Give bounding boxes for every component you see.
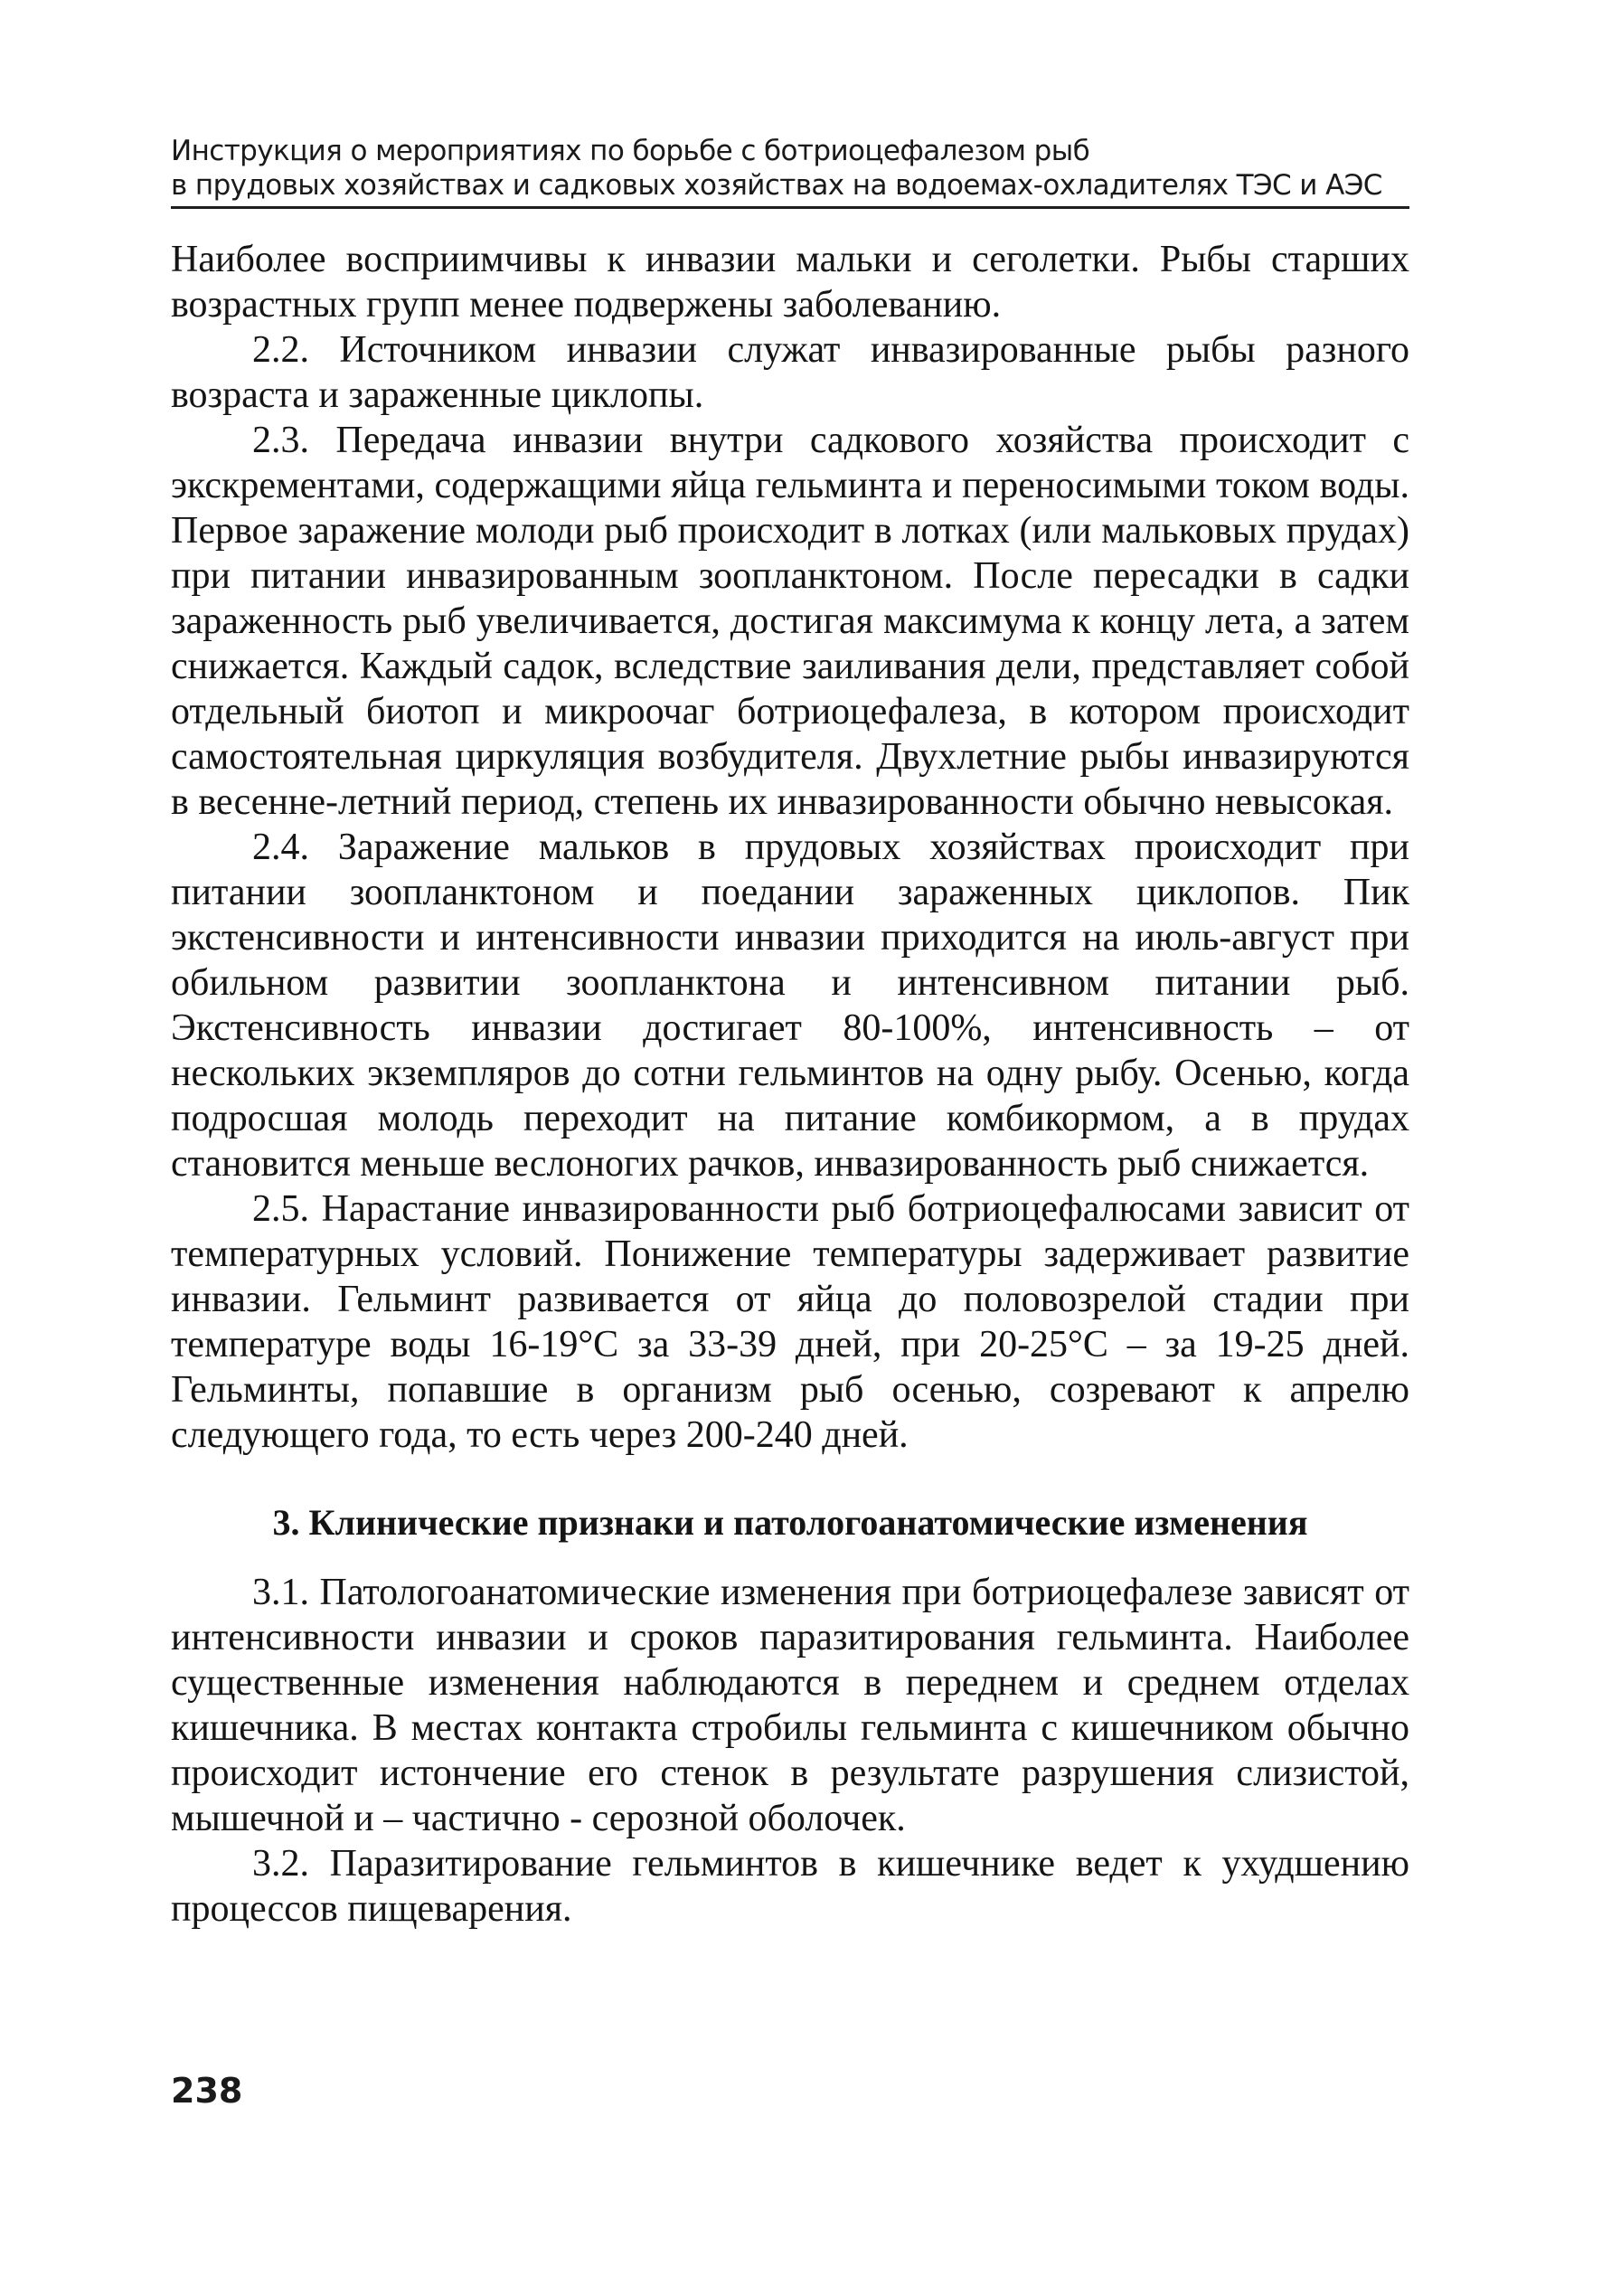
paragraph-2-4: 2.4. Заражение мальков в прудовых хозяйствах происходит при питании зоопланктоном и поедании зараженных циклопов. Пик экстенсивности и интенсивности инвазии приходится на июль-август при обильном развитии зоопланктона и интенсивном питании рыб. Экстенсивность инвазии достигает 80-100%, интенсивность – от нескольких экземпляров до сотни гельминтов на одну рыбу. Осенью, когда подросшая молодь переходит на питание комбикормом, а в прудах становится меньше веслоногих рачков, инвазированность рыб снижается. [171,827,1409,1185]
running-header-line-2: в прудовых хозяйствах и садковых хозяйствах на водоемах-охладителях ТЭС и АЭС [171,169,1382,202]
paragraph-3-2: 3.2. Паразитирование гельминтов в кишечнике ведет к ухудшению процессов пищеварения. [171,1843,1409,1930]
running-header-line-1: Инструкция о мероприятиях по борьбе с ботриоцефалезом рыб [171,135,1090,167]
paragraph-3-1: 3.1. Патологоанатомические изменения при ботриоцефалезе зависят от интенсивности инвазии и сроков паразитирования гельминта. Наиболее существенные изменения наблюдаются в переднем и среднем отделах кишечника. В местах контакта стробилы гельминта с кишечником обычно происходит истончение его стенок в результате разрушения слизистой, мышечной и – частично - серозной оболочек. [171,1572,1409,1839]
body-text [171,237,1409,1932]
paragraph-2-3: 2.3. Передача инвазии внутри садкового хозяйства происходит с экскрементами, содержащими яйца гельминта и переносимыми током воды. Первое заражение молоди рыб происходит в лотках (или мальковых прудах) при питании инвазированным зоопланктоном. После пересадки в садки зараженность рыб увеличивается, достигая максимума к концу лета, а затем снижается. Каждый садок, вследствие заиливания дели, представляет собой отдельный биотоп и микроочаг ботриоцефалеза, в котором происходит самостоятельная циркуляция возбудителя. Двухлетние рыбы инвазируются в весенне-летний период, степень их инвазированности обычно невысокая. [171,420,1409,823]
running-header [171,134,1409,209]
paragraph-2-2: 2.2. Источником инвазии служат инвазированные рыбы разного возраста и зараженные циклопы. [171,329,1409,416]
paragraph-2-1-continuation: Наиболее восприимчивы к инвазии мальки и сеголетки. Рыбы старших возрастных групп менее подвержены заболеванию. [171,239,1409,326]
page-number: 238 [171,2071,243,2111]
paragraph-2-5: 2.5. Нарастание инвазированности рыб ботриоцефалюсами зависит от температурных условий. Понижение температуры задерживает развитие инвазии. Гельминт развивается от яйца до половозрелой стадии при температуре воды 16-19°С за 33-39 дней, при 20-25°С – за 19-25 дней. Гельминты, попавшие в организм рыб осенью, созревают к апрелю следующего года, то есть через 200-240 дней. [171,1188,1409,1456]
section-3-heading: 3. Клинические признаки и патологоанатомические изменения [272,1502,1308,1543]
